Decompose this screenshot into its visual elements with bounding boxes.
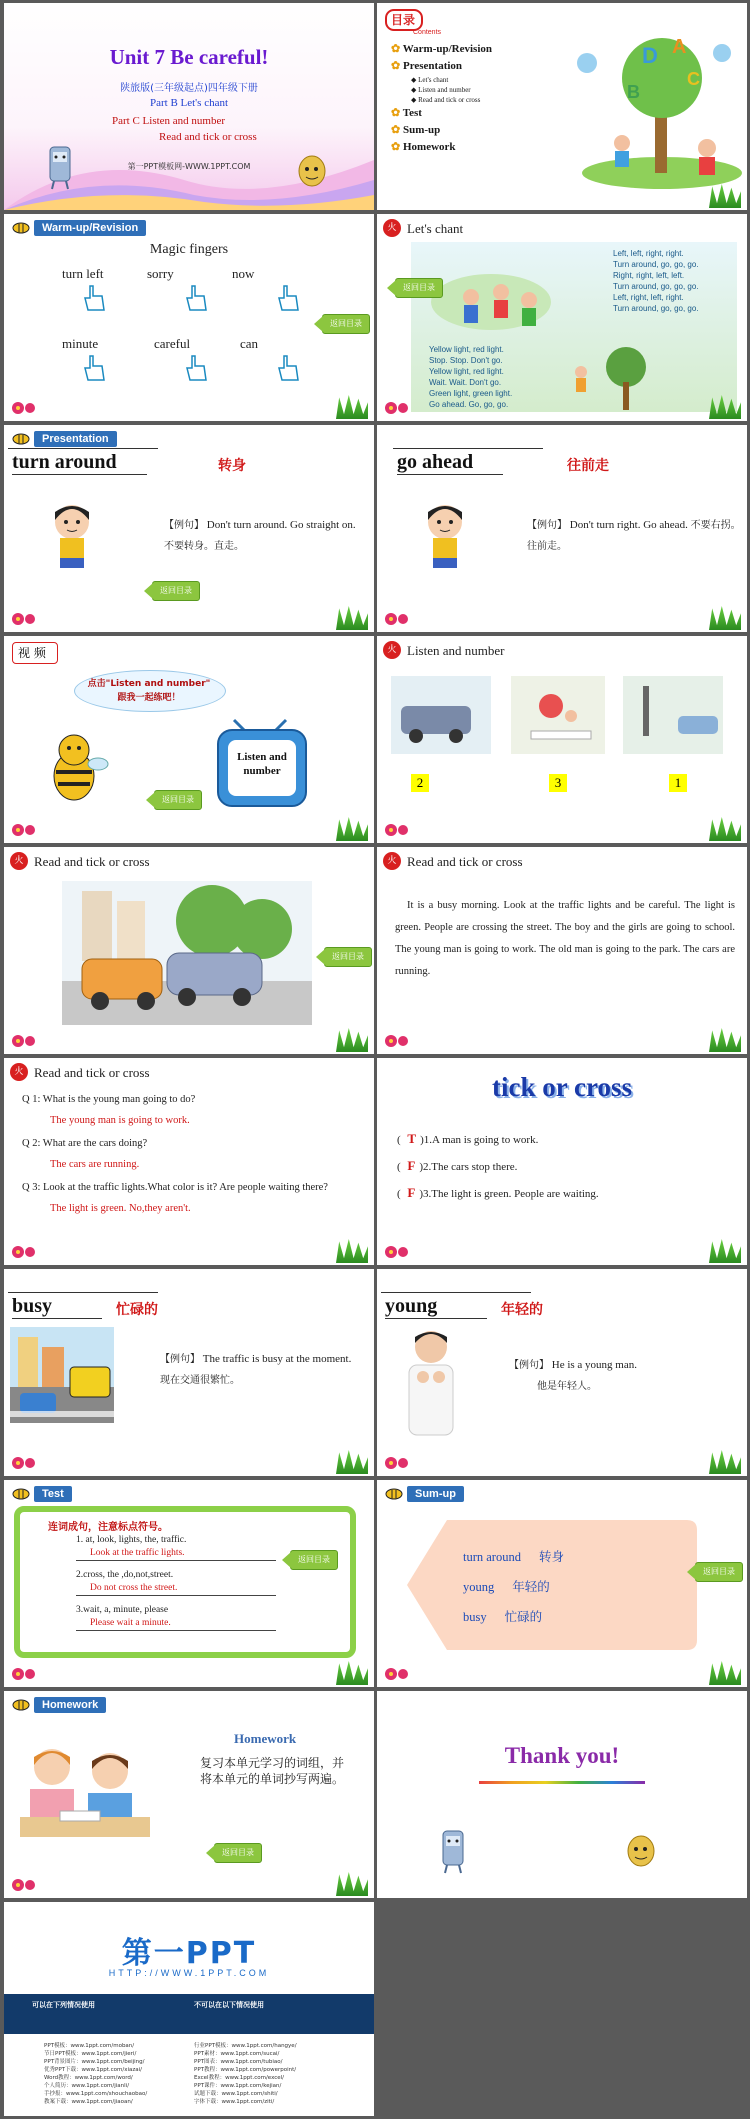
example-sentence: 【例句】 He is a young man. 他是年轻人。 (509, 1359, 637, 1392)
back-to-contents-button[interactable]: 返回目录 (322, 314, 370, 334)
slide-title: Read and tick or cross (407, 854, 523, 869)
slide-read-passage (377, 847, 747, 1054)
slide-tick-cross (377, 1058, 747, 1265)
grass-decoration (709, 817, 741, 841)
flower-decoration-icon (10, 821, 36, 839)
thank-you-text: Thank you! (504, 1743, 620, 1768)
contents-item-presentation[interactable]: ✿ Presentation (391, 60, 463, 72)
warmup-word: can (240, 336, 259, 351)
ad-link[interactable]: PPT教程：www.1ppt.com/powerpoint/ (194, 2067, 297, 2073)
back-to-contents-button[interactable]: 返回目录 (324, 947, 372, 967)
slide-title: Listen and number (407, 643, 505, 658)
tick-cross-item: ( T )1.A man is going to work. (397, 1131, 539, 1146)
bubble-line-1: 点击"Listen and number" (87, 679, 211, 689)
bee-icon (10, 1696, 32, 1712)
contents-item-sumup[interactable]: ✿ Sum-up (391, 124, 441, 136)
tick-cross-list (397, 1126, 599, 1207)
chant-text-top: Left, left, right, right. Turn around, go, go, go. Right, right, left, left. Turn around, go, go, go. Left, right, left, right. Turn around, go, go, go. (613, 249, 699, 313)
ad-link[interactable]: 优秀PPT下载：www.1ppt.com/xiazai/ (44, 2067, 143, 2073)
cover-footer: 第一PPT模板网-WWW.1PPT.COM (127, 162, 251, 171)
picture-car (391, 676, 491, 754)
video-title: 视 频 (18, 646, 46, 660)
grass-decoration (336, 1028, 368, 1052)
slide-title: Read and tick or cross (34, 854, 150, 869)
lemon-mascot-icon (623, 1831, 659, 1871)
question: Q 2: What are the cars doing? (22, 1138, 148, 1149)
bee-icon (383, 1485, 405, 1501)
back-to-contents-button[interactable]: 返回目录 (290, 1550, 338, 1570)
ppt-url: HTTP://WWW.1PPT.COM (108, 1968, 270, 1978)
cover-part-c: Part C Listen and number (112, 115, 226, 127)
svg-text:D: D (642, 43, 658, 68)
answer-mark: T (407, 1131, 417, 1146)
bee-icon (10, 1485, 32, 1501)
ad-left-head: 可以在下列情况使用 (32, 2001, 95, 2009)
vocab-meaning: 往前走 (567, 458, 609, 474)
flower-decoration-icon (10, 1665, 36, 1683)
ad-link[interactable]: PPT图表：www.1ppt.com/tubiao/ (194, 2059, 283, 2065)
grass-decoration (709, 1661, 741, 1685)
vocab-meaning: 年轻的 (501, 1302, 543, 1318)
flower-decoration-icon (383, 821, 409, 839)
svg-text:B: B (627, 82, 640, 102)
slide-read-picture (4, 847, 374, 1054)
test-instruction: 连词成句，注意标点符号。 (48, 1522, 168, 1533)
flower-decoration-icon (383, 1243, 409, 1261)
test-answer: Please wait a minute. (76, 1617, 276, 1631)
warmup-word: minute (62, 336, 99, 351)
fire-icon: 火 (383, 219, 401, 237)
example-sentence: 【例句】 Don't turn around. Go straight on. 不要转身。直走。 (164, 519, 356, 552)
contents-item-warmup[interactable]: ✿ Warm-up/Revision (391, 43, 493, 55)
tv-screen-text[interactable]: Listen and number (237, 751, 287, 777)
section-tag: Warm-up/Revision (34, 220, 146, 236)
answer-mark: F (407, 1158, 416, 1173)
sumup-pair: busy 忙碌的 (463, 1609, 543, 1624)
hand-pointer-icon[interactable] (82, 284, 106, 312)
child-character-icon (417, 500, 477, 575)
ad-link[interactable]: PPT课件：www.1ppt.com/kejian/ (194, 2083, 282, 2089)
grass-decoration (336, 606, 368, 630)
cover-title: Unit 7 Be careful! (109, 45, 269, 69)
slide-listen-number (377, 636, 747, 843)
contents-item-homework[interactable]: ✿ Homework (391, 141, 456, 153)
chant-text-bottom: Yellow light, red light. Stop. Stop. Don't go. Yellow light, red light. Wait. Wait. Don't go. Green light, green light. Go ahead. Go, go, go. (429, 345, 513, 409)
flower-decoration-icon (383, 610, 409, 628)
fire-icon: 火 (10, 1063, 28, 1081)
ad-link[interactable]: 试题下载：www.1ppt.com/shiti/ (194, 2091, 278, 2097)
picture-crossing (511, 676, 605, 754)
contents-sub-chant[interactable]: ◆ Let's chant (411, 76, 449, 84)
svg-text:A: A (672, 36, 687, 58)
question: Q 3: Look at the traffic lights.What color is it? Are people waiting there? (22, 1182, 328, 1193)
abc-tree-illustration (567, 23, 742, 193)
flower-decoration-icon (10, 399, 36, 417)
contents-item-test[interactable]: ✿ Test (391, 107, 422, 119)
slide-turn-around (4, 425, 374, 632)
test-question: 3.wait, a, minute, please (76, 1605, 169, 1615)
ad-right-list (194, 2042, 297, 2106)
qa-list (22, 1092, 352, 1216)
test-answer: Look at the traffic lights. (76, 1547, 276, 1561)
hand-pointer-icon[interactable] (184, 354, 208, 382)
number-box: 1 (669, 774, 687, 792)
grass-decoration (709, 1450, 741, 1474)
grass-decoration (336, 1872, 368, 1896)
back-to-contents-button[interactable]: 返回目录 (152, 581, 200, 601)
ad-link[interactable]: 行业PPT模板：www.1ppt.com/hangye/ (194, 2043, 297, 2049)
traffic-scene-illustration (62, 881, 312, 1025)
grass-decoration (336, 817, 368, 841)
ad-right-head: 不可以在以下情况使用 (194, 2001, 264, 2009)
example-sentence: 【例句】 The traffic is busy at the moment. 现在交通很繁忙。 (160, 1353, 352, 1386)
tick-cross-title: tick or cross (492, 1072, 632, 1102)
tick-cross-item: ( F )2.The cars stop there. (397, 1158, 518, 1173)
svg-text:C: C (687, 69, 700, 89)
slide-young (377, 1269, 747, 1476)
warmup-title: Magic fingers (149, 242, 229, 257)
flower-decoration-icon (383, 1032, 409, 1050)
grass-decoration (336, 395, 368, 419)
cover-part-b: Part B Let's chant (149, 97, 229, 109)
slide-chant (377, 214, 747, 421)
fire-icon: 火 (383, 641, 401, 659)
busy-traffic-illustration (10, 1327, 114, 1423)
slide-title: Read and tick or cross (34, 1065, 150, 1080)
section-tag: Test (34, 1486, 72, 1502)
grass-decoration (709, 1028, 741, 1052)
picture-light (623, 676, 723, 754)
back-to-contents-button[interactable]: 返回目录 (695, 1562, 743, 1582)
vocab-meaning: 忙碌的 (116, 1302, 158, 1318)
ad-link[interactable]: Word教程：www.1ppt.com/word/ (44, 2075, 133, 2081)
phone-mascot-icon (437, 1827, 471, 1875)
ad-link[interactable]: Excel教程：www.1ppt.com/excel/ (194, 2075, 285, 2081)
reading-passage: It is a busy morning. Look at the traffic lights and be careful. The light is green. People are crossing the street. The boy and the girls are going to school. The young man is going to work. The old man is going to the park. The cars are running. (395, 900, 735, 977)
grass-decoration (336, 1450, 368, 1474)
answer: The young man is going to work. (50, 1115, 190, 1126)
flower-decoration-icon (10, 1032, 36, 1050)
contents-sub-listen[interactable]: ◆ Listen and number (411, 86, 471, 94)
bee-character-icon (44, 728, 110, 808)
vocab-word: young (385, 1295, 487, 1319)
slide-sumup (377, 1480, 747, 1687)
hand-pointer-icon[interactable] (82, 354, 106, 382)
sumup-pair: young 年轻的 (463, 1579, 550, 1594)
tick-cross-item: ( F )3.The light is green. People are waiting. (397, 1185, 599, 1200)
back-to-contents-button[interactable]: 返回目录 (395, 278, 443, 298)
answer: The light is green. No,they aren't. (50, 1203, 191, 1214)
section-tag: Homework (34, 1697, 106, 1713)
vocab-word: turn around (12, 451, 147, 475)
slide-1ppt-ad (4, 1902, 374, 2116)
slide-contents (377, 3, 747, 210)
ad-link[interactable]: 手抄报：www.1ppt.com/shouchaobao/ (44, 2091, 148, 2097)
number-box: 3 (549, 774, 567, 792)
slide-warmup (4, 214, 374, 421)
ad-link[interactable]: PPT模板：www.1ppt.com/moban/ (44, 2043, 135, 2049)
rainbow-underline (479, 1781, 645, 1784)
section-tag: Presentation (34, 431, 117, 447)
contents-list (391, 41, 492, 156)
vocab-word: busy (12, 1295, 102, 1319)
ad-link[interactable]: PPT背景图片：www.1ppt.com/beijing/ (44, 2059, 145, 2065)
young-man-photo (397, 1325, 467, 1455)
bee-icon (10, 430, 32, 446)
vocab-word: go ahead (397, 451, 503, 475)
ad-left-list (44, 2042, 147, 2106)
test-answer: Do not cross the street. (76, 1582, 276, 1596)
flower-decoration-icon (383, 1665, 409, 1683)
grass-decoration (709, 1239, 741, 1263)
grass-decoration (336, 1661, 368, 1685)
section-tag: Sum-up (407, 1486, 464, 1502)
hand-pointer-icon[interactable] (276, 354, 300, 382)
slide-video (4, 636, 374, 843)
flower-decoration-icon (10, 1454, 36, 1472)
warmup-word: sorry (147, 266, 174, 281)
example-sentence: 【例句】 Don't turn right. Go ahead. 不要右拐。往前走。 (527, 519, 741, 552)
cover-part-c2: Read and tick or cross (159, 131, 257, 143)
grass-decoration (336, 1239, 368, 1263)
ad-link[interactable]: PPT素材：www.1ppt.com/sucai/ (194, 2051, 280, 2057)
question: Q 1: What is the young man going to do? (22, 1094, 196, 1105)
ad-link[interactable]: 教案下载：www.1ppt.com/jiaoan/ (44, 2099, 133, 2105)
slide-thank-you (377, 1691, 747, 1898)
students-studying-illustration (20, 1737, 150, 1837)
slide-read-questions (4, 1058, 374, 1265)
number-box: 2 (411, 774, 429, 792)
test-question: 2.cross, the ,do,not,street. (76, 1570, 174, 1580)
cover-edition: 陕旅版(三年级起点)四年级下册 (120, 83, 258, 94)
warmup-word: now (232, 266, 255, 281)
slide-test (4, 1480, 374, 1687)
ad-link[interactable]: 个人简历：www.1ppt.com/jianli/ (44, 2083, 130, 2089)
slide-cover (4, 3, 374, 210)
fire-icon: 火 (383, 852, 401, 870)
slide-title: Let's chant (407, 221, 464, 236)
ad-link[interactable]: 节日PPT模板：www.1ppt.com/jieri/ (44, 2051, 137, 2057)
flower-decoration-icon (10, 1243, 36, 1261)
test-question: 1. at, look, lights, the, traffic. (76, 1535, 187, 1545)
ad-link[interactable]: 字体下载：www.1ppt.com/ziti/ (194, 2099, 275, 2105)
warmup-word: turn left (62, 266, 104, 281)
lemon-mascot-icon (294, 151, 330, 191)
contents-heading: 目录 (391, 13, 416, 27)
contents-heading-en: Contents (413, 29, 442, 36)
warmup-word: careful (154, 336, 191, 351)
phone-mascot-icon (44, 143, 78, 191)
bee-icon (10, 219, 32, 235)
child-character-icon (44, 500, 104, 575)
contents-sub-read[interactable]: ◆ Read and tick or cross (411, 96, 481, 104)
test-items (76, 1534, 276, 1631)
vocab-meaning: 转身 (218, 458, 246, 474)
flower-decoration-icon (383, 1454, 409, 1472)
flower-decoration-icon (10, 1876, 36, 1894)
homework-text: 复习本单元学习的词组，并将本单元的单词抄写两遍。 (200, 1756, 345, 1786)
flower-decoration-icon (383, 399, 409, 417)
sumup-list (463, 1542, 564, 1632)
hand-pointer-icon[interactable] (184, 284, 208, 312)
fire-icon: 火 (10, 852, 28, 870)
answer: The cars are running. (50, 1159, 140, 1170)
ppt-logo: 第一PPT (121, 1936, 257, 1971)
sumup-pair: turn around 转身 (463, 1549, 564, 1564)
back-to-contents-button[interactable]: 返回目录 (214, 1843, 262, 1863)
hand-pointer-icon[interactable] (276, 284, 300, 312)
slide-go-ahead (377, 425, 747, 632)
answer-mark: F (407, 1185, 416, 1200)
homework-title: Homework (234, 1731, 297, 1746)
bubble-line-2: 跟我一起练吧！ (117, 693, 181, 703)
flower-decoration-icon (10, 610, 36, 628)
slide-homework (4, 1691, 374, 1898)
grass-decoration (709, 606, 741, 630)
slide-busy (4, 1269, 374, 1476)
back-to-contents-button[interactable]: 返回目录 (154, 790, 202, 810)
